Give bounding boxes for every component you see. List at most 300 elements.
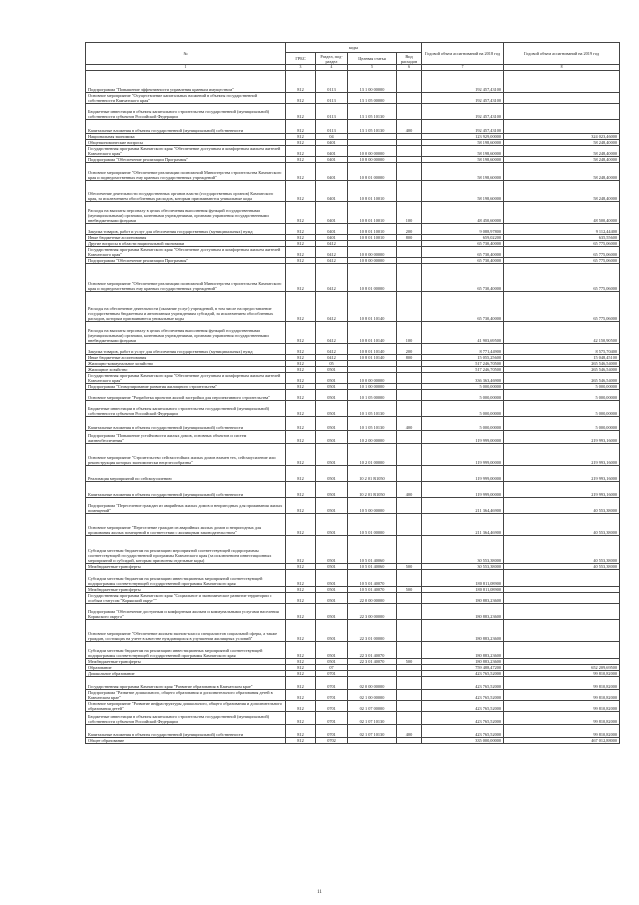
column-index: 4 — [316, 65, 348, 71]
table-row — [86, 677, 620, 690]
row-amount-2018: 58 198,60000 — [422, 163, 504, 181]
row-name: Бюджетные инвестиции в объекты капитального строительства государственной (муниципальной) собственности субъектов Российской Федерации — [86, 104, 286, 120]
row-name: Основное мероприятие "Переселение граждан из аварийных жилых домов и непригодных для проживания жилых помещений в соответствии с жилищным законодательством" — [86, 514, 286, 536]
row-name: Подпрограмма "Обеспечение доступным и комфортным жильем и коммунальными услугами населения Корякского округа" — [86, 604, 286, 620]
row-expense-type: 400 — [397, 120, 422, 134]
row-target-article: 10 1 05 00000 — [348, 390, 397, 401]
row-target-article: 10 8 01 10010 — [348, 224, 397, 235]
table-row — [86, 431, 620, 444]
row-amount-2019: 265 546,54000 — [504, 361, 620, 367]
row-grbs: 812 — [286, 620, 316, 642]
header-grbs: ГРБС — [286, 53, 316, 65]
row-amount-2018: 119 999,00000 — [422, 444, 504, 466]
row-amount-2018: 5 000,00000 — [422, 417, 504, 431]
column-index: 3 — [286, 65, 316, 71]
row-grbs: 812 — [286, 498, 316, 514]
header-target-article: Целевая статья — [348, 53, 397, 65]
row-amount-2018: 180 811,08900 — [422, 587, 504, 593]
table-row — [86, 163, 620, 181]
row-target-article: 10 2 01 00000 — [348, 444, 397, 466]
row-razdel: 0412 — [316, 344, 348, 355]
row-amount-2018: 123 929,00000 — [422, 134, 504, 140]
row-razdel: 0501 — [316, 466, 348, 482]
row-grbs: 812 — [286, 361, 316, 367]
row-razdel: 0501 — [316, 570, 348, 587]
table-row — [86, 642, 620, 659]
row-expense-type — [397, 466, 422, 482]
row-grbs: 812 — [286, 71, 316, 93]
row-amount-2018: 211 364,46900 — [422, 498, 504, 514]
row-expense-type — [397, 738, 422, 744]
row-name: Расходы на обеспечение деятельности (оказание услуг) учреждений, в том числе на предоставление государственным бюджетным и автономным учреждениям субсидий, за исключением обособленных расходов, которым присваиваются уникальные коды — [86, 292, 286, 322]
row-razdel: 0501 — [316, 620, 348, 642]
row-expense-type — [397, 444, 422, 466]
table-row — [86, 93, 620, 104]
table-row — [86, 401, 620, 417]
row-amount-2019: 219 993,16000 — [504, 466, 620, 482]
row-name: Капитальные вложения в объекты государственной (муниципальной) собственности — [86, 120, 286, 134]
row-amount-2018: 192 457,43100 — [422, 93, 504, 104]
row-amount-2019: 58 248,40000 — [504, 163, 620, 181]
row-name: Основное мероприятие "Разработка проектов жилой застройки для перспективного строительства" — [86, 390, 286, 401]
row-name: Основное мероприятие "Обеспечение жильем эконом-класса специалистов социальной сферы, а также граждан, состоящих на учете в качестве нуждающихся в улучшении жилищных условий" — [86, 620, 286, 642]
row-name: Подпрограмма "Обеспечение реализации Программы" — [86, 157, 286, 163]
row-razdel: 0113 — [316, 104, 348, 120]
row-amount-2019: 65 775,06000 — [504, 247, 620, 258]
column-index: 7 — [422, 65, 504, 71]
row-razdel: 0401 — [316, 235, 348, 241]
table-row — [86, 738, 620, 744]
row-name: Государственная программа Камчатского края "Обеспечение доступным и комфортным жильем жителей Камчатского края" — [86, 373, 286, 384]
row-amount-2018: 192 457,43100 — [422, 120, 504, 134]
row-expense-type — [397, 620, 422, 642]
row-grbs: 812 — [286, 344, 316, 355]
row-razdel: 0412 — [316, 355, 348, 361]
table-row — [86, 417, 620, 431]
row-name: Подпрограмма "Обеспечение реализации Программы" — [86, 258, 286, 264]
header-year-2019: Годовой объем ассигнований на 2019 год — [504, 43, 620, 65]
table-row — [86, 264, 620, 292]
row-grbs: 812 — [286, 444, 316, 466]
row-grbs: 812 — [286, 140, 316, 146]
row-amount-2018: 180 883,23600 — [422, 659, 504, 665]
row-target-article: 13 1 05 10130 — [348, 120, 397, 134]
row-amount-2019: 65 775,06000 — [504, 264, 620, 292]
row-target-article: 13 1 00 00000 — [348, 71, 397, 93]
row-name: Национальная экономика — [86, 134, 286, 140]
row-target-article: 22 3 00 00000 — [348, 604, 397, 620]
row-razdel: 05 — [316, 361, 348, 367]
row-amount-2019: 42 150,90500 — [504, 322, 620, 344]
row-expense-type: 100 — [397, 322, 422, 344]
row-amount-2018: 423 765,52000 — [422, 701, 504, 712]
row-name: Капитальные вложения в объекты государственной (муниципальной) собственности — [86, 482, 286, 498]
row-amount-2019: 40 553,38000 — [504, 564, 620, 570]
row-amount-2018: 180 883,23600 — [422, 604, 504, 620]
row-amount-2018: 5 000,00000 — [422, 384, 504, 390]
row-razdel: 0501 — [316, 401, 348, 417]
row-amount-2018: 58 198,60000 — [422, 140, 504, 146]
row-amount-2019: 5 000,00000 — [504, 384, 620, 390]
row-name: Подпрограмма "Стимулирование развития жилищного строительства" — [86, 384, 286, 390]
row-grbs: 812 — [286, 390, 316, 401]
row-grbs: 812 — [286, 104, 316, 120]
row-amount-2019: 8 575,70400 — [504, 344, 620, 355]
row-razdel: 0412 — [316, 241, 348, 247]
row-grbs: 812 — [286, 235, 316, 241]
row-grbs: 812 — [286, 224, 316, 235]
row-amount-2019: 99 810,82000 — [504, 671, 620, 677]
row-amount-2018: 15 055,25600 — [422, 355, 504, 361]
row-target-article: 10 0 00 00000 — [348, 146, 397, 157]
row-amount-2019: 99 810,82000 — [504, 725, 620, 738]
row-expense-type: 800 — [397, 355, 422, 361]
row-amount-2019: 219 993,16000 — [504, 444, 620, 466]
row-name: Капитальные вложения в объекты государственной (муниципальной) собственности — [86, 417, 286, 431]
row-amount-2019: 40 553,38000 — [504, 498, 620, 514]
row-amount-2018: 423 765,52000 — [422, 712, 504, 725]
row-expense-type — [397, 677, 422, 690]
table-row — [86, 71, 620, 93]
row-razdel: 0401 — [316, 202, 348, 224]
row-name: Образование — [86, 665, 286, 671]
row-target-article: 10 8 01 10010 — [348, 202, 397, 224]
row-grbs: 812 — [286, 593, 316, 604]
row-target-article: 10 1 00 00000 — [348, 384, 397, 390]
row-amount-2018: 9 088,97800 — [422, 224, 504, 235]
header-year-2018: Годовой объем ассигнований на 2018 год — [422, 43, 504, 65]
row-razdel: 0501 — [316, 390, 348, 401]
row-expense-type: 200 — [397, 344, 422, 355]
row-target-article: 02 1 07 10130 — [348, 712, 397, 725]
row-amount-2019: 5 000,00000 — [504, 401, 620, 417]
row-grbs: 812 — [286, 665, 316, 671]
row-expense-type — [397, 536, 422, 564]
page-number: 11 — [317, 890, 322, 895]
row-grbs: 812 — [286, 163, 316, 181]
table-row — [86, 224, 620, 235]
row-amount-2019 — [504, 620, 620, 642]
row-grbs: 812 — [286, 536, 316, 564]
row-amount-2019: 40 553,38000 — [504, 514, 620, 536]
row-target-article: 02 0 00 00000 — [348, 677, 397, 690]
row-amount-2018: 65 730,40000 — [422, 241, 504, 247]
row-amount-2018: 423 765,52000 — [422, 690, 504, 701]
row-amount-2019: 324 023,46000 — [504, 134, 620, 140]
table-row — [86, 104, 620, 120]
row-grbs: 812 — [286, 355, 316, 361]
row-target-article: 22 3 01 40070 — [348, 659, 397, 665]
row-name: Капитальные вложения в объекты государственной (муниципальной) собственности — [86, 725, 286, 738]
row-expense-type — [397, 712, 422, 725]
row-razdel: 0412 — [316, 264, 348, 292]
row-grbs: 812 — [286, 659, 316, 665]
row-name: Подпрограмма "Переселение граждан из аварийных жилых домов и непригодных для проживания жилых помещений" — [86, 498, 286, 514]
table-row — [86, 514, 620, 536]
row-name: Государственная программа Камчатского края "Обеспечение доступным и комфортным жильем жителей Камчатского края" — [86, 247, 286, 258]
row-target-article: 10 5 01 40060 — [348, 536, 397, 564]
row-expense-type — [397, 247, 422, 258]
row-razdel: 0401 — [316, 181, 348, 202]
row-grbs: 812 — [286, 120, 316, 134]
row-amount-2019: 99 810,82000 — [504, 701, 620, 712]
row-grbs: 812 — [286, 93, 316, 104]
row-expense-type — [397, 390, 422, 401]
row-target-article: 10 8 00 00000 — [348, 157, 397, 163]
row-amount-2019: 58 248,40000 — [504, 146, 620, 157]
row-expense-type — [397, 93, 422, 104]
table-row — [86, 292, 620, 322]
row-amount-2019: 65 775,06000 — [504, 292, 620, 322]
row-amount-2019 — [504, 71, 620, 93]
row-amount-2019 — [504, 593, 620, 604]
row-target-article: 10 5 01 00000 — [348, 514, 397, 536]
row-grbs: 812 — [286, 401, 316, 417]
row-amount-2018: 119 999,00000 — [422, 466, 504, 482]
row-target-article: 10 2 00 00000 — [348, 431, 397, 444]
row-razdel: 0501 — [316, 659, 348, 665]
row-razdel: 0113 — [316, 120, 348, 134]
row-target-article: 10 8 01 00000 — [348, 163, 397, 181]
row-razdel: 04 — [316, 134, 348, 140]
row-amount-2018: 759 488,47200 — [422, 665, 504, 671]
row-name: Государственная программа Камчатского края "Развитие образования в Камчатском крае" — [86, 677, 286, 690]
row-amount-2018: 65 730,40000 — [422, 247, 504, 258]
row-target-article: 10 8 01 10010 — [348, 181, 397, 202]
row-razdel: 0701 — [316, 712, 348, 725]
row-amount-2018: 180 883,23600 — [422, 642, 504, 659]
row-amount-2019: 635,55600 — [504, 235, 620, 241]
table-row — [86, 466, 620, 482]
row-amount-2018: 423 765,52000 — [422, 671, 504, 677]
row-target-article: 10 8 00 00000 — [348, 258, 397, 264]
row-grbs: 812 — [286, 701, 316, 712]
row-razdel: 0702 — [316, 738, 348, 744]
table-row — [86, 344, 620, 355]
table-row — [86, 701, 620, 712]
row-amount-2018: 30 553,38000 — [422, 536, 504, 564]
row-target-article: 10 8 01 10140 — [348, 355, 397, 361]
row-target-article: 10 5 00 00000 — [348, 498, 397, 514]
row-name: Бюджетные инвестиции в объекты капитального строительства государственной (муниципальной) собственности субъектов Российской Федерации — [86, 712, 286, 725]
row-expense-type: 500 — [397, 564, 422, 570]
row-amount-2019: 9 112,44400 — [504, 224, 620, 235]
row-name: Расходы на выплаты персоналу в целях обеспечения выполнения функций государственными (муниципальными) органами, казенными учреждениями, органами управления государственными внебюджетными фондами — [86, 322, 286, 344]
row-grbs: 812 — [286, 373, 316, 384]
row-razdel: 0401 — [316, 157, 348, 163]
row-grbs: 812 — [286, 258, 316, 264]
row-amount-2018: 180 883,23600 — [422, 620, 504, 642]
table-row — [86, 390, 620, 401]
row-amount-2019: 58 248,40000 — [504, 181, 620, 202]
row-grbs: 812 — [286, 146, 316, 157]
row-amount-2018: 659,02200 — [422, 235, 504, 241]
column-index: 5 — [348, 65, 397, 71]
row-razdel: 0701 — [316, 701, 348, 712]
row-amount-2018: 517 246,70500 — [422, 367, 504, 373]
row-grbs: 812 — [286, 587, 316, 593]
row-amount-2018: 41 903,69500 — [422, 322, 504, 344]
row-amount-2018: 30 553,38000 — [422, 564, 504, 570]
row-amount-2018: 5 000,00000 — [422, 390, 504, 401]
row-amount-2019: 5 000,00000 — [504, 417, 620, 431]
row-razdel: 0501 — [316, 593, 348, 604]
row-expense-type — [397, 593, 422, 604]
row-razdel: 0412 — [316, 292, 348, 322]
row-expense-type — [397, 570, 422, 587]
row-amount-2019: 467 012,88000 — [504, 738, 620, 744]
row-razdel: 0113 — [316, 71, 348, 93]
row-name: Субсидии местным бюджетам на реализацию инвестиционных мероприятий соответствующей подпрограммы соответствующей государственной программы Камчатского края — [86, 570, 286, 587]
row-grbs: 812 — [286, 157, 316, 163]
row-grbs: 812 — [286, 384, 316, 390]
row-name: Основное мероприятие "Строительство сейсмостойких жилых домов взамен тех, сейсмоусиление или реконструкция которых экономически нецелесообразны" — [86, 444, 286, 466]
row-razdel: 0501 — [316, 642, 348, 659]
row-amount-2018: 180 811,08900 — [422, 570, 504, 587]
row-grbs: 812 — [286, 367, 316, 373]
row-grbs: 812 — [286, 431, 316, 444]
table-row — [86, 593, 620, 604]
row-amount-2019 — [504, 570, 620, 587]
row-razdel: 0501 — [316, 498, 348, 514]
row-amount-2018: 65 730,40000 — [422, 264, 504, 292]
row-grbs: 812 — [286, 604, 316, 620]
row-amount-2018: 211 364,46900 — [422, 514, 504, 536]
row-amount-2019: 58 248,40000 — [504, 157, 620, 163]
row-expense-type: 100 — [397, 202, 422, 224]
row-razdel: 0412 — [316, 258, 348, 264]
row-amount-2018: 119 999,00000 — [422, 482, 504, 498]
row-amount-2019: 15 048,45100 — [504, 355, 620, 361]
row-name: Субсидии местным бюджетам на реализацию мероприятий соответствующей подпрограммы соответствующей государственной программы Камчатского края (за исключением инвестиционных мероприятий и субсидий, которым присвоены отдельные коды) — [86, 536, 286, 564]
table-row — [86, 202, 620, 224]
table-row — [86, 498, 620, 514]
row-name: Подпрограмма "Повышение устойчивости жилых домов, основных объектов и систем жизнеобеспечения" — [86, 431, 286, 444]
row-target-article: 02 1 00 00000 — [348, 690, 397, 701]
row-razdel: 0501 — [316, 373, 348, 384]
row-name: Обеспечение деятельности государственных органов власти (государственных органов) Камчатского края, за исключением обособленных расходов, которым присваиваются уникальные коды — [86, 181, 286, 202]
row-grbs: 812 — [286, 247, 316, 258]
row-grbs: 812 — [286, 292, 316, 322]
row-amount-2018: 58 198,60000 — [422, 181, 504, 202]
row-amount-2018: 48 450,60000 — [422, 202, 504, 224]
row-name: Закупка товаров, работ и услуг для обеспечения государственных (муниципальных) нужд — [86, 344, 286, 355]
row-target-article: 13 1 05 00000 — [348, 93, 397, 104]
row-grbs: 812 — [286, 677, 316, 690]
row-name: Межбюджетные трансферты — [86, 564, 286, 570]
row-expense-type — [397, 292, 422, 322]
row-name: Государственная программа Камчатского края "Обеспечение доступным и комфортным жильем жителей Камчатского края" — [86, 146, 286, 157]
row-amount-2019: 219 993,16000 — [504, 431, 620, 444]
row-expense-type: 400 — [397, 417, 422, 431]
row-amount-2018: 423 765,52000 — [422, 677, 504, 690]
row-amount-2018: 335 000,00000 — [422, 738, 504, 744]
row-razdel: 0501 — [316, 514, 348, 536]
row-razdel: 0501 — [316, 604, 348, 620]
row-name: Общеэкономические вопросы — [86, 140, 286, 146]
row-razdel: 0401 — [316, 224, 348, 235]
row-razdel: 0701 — [316, 725, 348, 738]
row-expense-type: 500 — [397, 659, 422, 665]
table-row — [86, 247, 620, 258]
row-name: Межбюджетные трансферты — [86, 659, 286, 665]
row-razdel: 0401 — [316, 163, 348, 181]
row-expense-type: 500 — [397, 587, 422, 593]
row-grbs: 812 — [286, 134, 316, 140]
row-target-article: 10 1 05 10130 — [348, 417, 397, 431]
row-target-article: 10 8 01 10140 — [348, 322, 397, 344]
row-grbs: 812 — [286, 466, 316, 482]
row-target-article: 10 2 01 R1050 — [348, 482, 397, 498]
table-row — [86, 444, 620, 466]
row-target-article: 10 0 00 00000 — [348, 373, 397, 384]
row-razdel: 0501 — [316, 431, 348, 444]
row-amount-2018: 517 246,70500 — [422, 361, 504, 367]
row-expense-type — [397, 264, 422, 292]
row-name: Расходы на выплаты персоналу в целях обеспечения выполнения функций государственными (муниципальными) органами, казенными учреждениями, органами управления государственными внебюджетными фондами — [86, 202, 286, 224]
row-name: Бюджетные инвестиции в объекты капитального строительства государственной (муниципальной) собственности субъектов Российской Федерации — [86, 401, 286, 417]
row-amount-2019: 265 546,54000 — [504, 367, 620, 373]
header-name: № — [86, 43, 286, 65]
row-amount-2019: 265 546,54000 — [504, 373, 620, 384]
row-grbs: 812 — [286, 642, 316, 659]
row-razdel: 0501 — [316, 564, 348, 570]
row-amount-2019: 40 553,38000 — [504, 536, 620, 564]
row-target-article — [348, 738, 397, 744]
row-expense-type — [397, 163, 422, 181]
table-row — [86, 536, 620, 564]
table-row — [86, 120, 620, 134]
row-target-article: 10 8 01 10140 — [348, 292, 397, 322]
row-grbs: 812 — [286, 738, 316, 744]
row-razdel: 0501 — [316, 536, 348, 564]
row-target-article: 10 0 00 00000 — [348, 247, 397, 258]
row-amount-2019 — [504, 104, 620, 120]
row-target-article: 10 1 05 10130 — [348, 401, 397, 417]
row-amount-2019 — [504, 642, 620, 659]
row-amount-2019: 58 248,40000 — [504, 140, 620, 146]
row-amount-2019: 99 810,82000 — [504, 690, 620, 701]
row-amount-2018: 423 765,52000 — [422, 725, 504, 738]
row-target-article: 02 1 07 10130 — [348, 725, 397, 738]
row-expense-type — [397, 690, 422, 701]
row-name: Иные бюджетные ассигнования — [86, 235, 286, 241]
row-name: Жилищно-коммунальное хозяйство — [86, 361, 286, 367]
row-amount-2018: 336 363,46900 — [422, 373, 504, 384]
row-target-article: 22 3 01 40070 — [348, 642, 397, 659]
row-amount-2019: 65 775,06000 — [504, 241, 620, 247]
row-amount-2019: 99 810,82000 — [504, 677, 620, 690]
row-razdel: 0501 — [316, 417, 348, 431]
row-grbs: 812 — [286, 417, 316, 431]
row-expense-type — [397, 104, 422, 120]
row-grbs: 812 — [286, 671, 316, 677]
row-grbs: 812 — [286, 482, 316, 498]
row-razdel: 0701 — [316, 677, 348, 690]
row-grbs: 812 — [286, 725, 316, 738]
header-codes-group: коды — [286, 43, 422, 53]
column-index: 8 — [504, 65, 620, 71]
row-expense-type — [397, 701, 422, 712]
row-expense-type: 400 — [397, 725, 422, 738]
row-grbs: 812 — [286, 322, 316, 344]
row-amount-2019: 652 209,69500 — [504, 665, 620, 671]
row-name: Другие вопросы в области национальной экономики — [86, 241, 286, 247]
row-expense-type: 400 — [397, 482, 422, 498]
row-grbs: 812 — [286, 570, 316, 587]
row-grbs: 812 — [286, 564, 316, 570]
row-amount-2018: 8 771,44900 — [422, 344, 504, 355]
